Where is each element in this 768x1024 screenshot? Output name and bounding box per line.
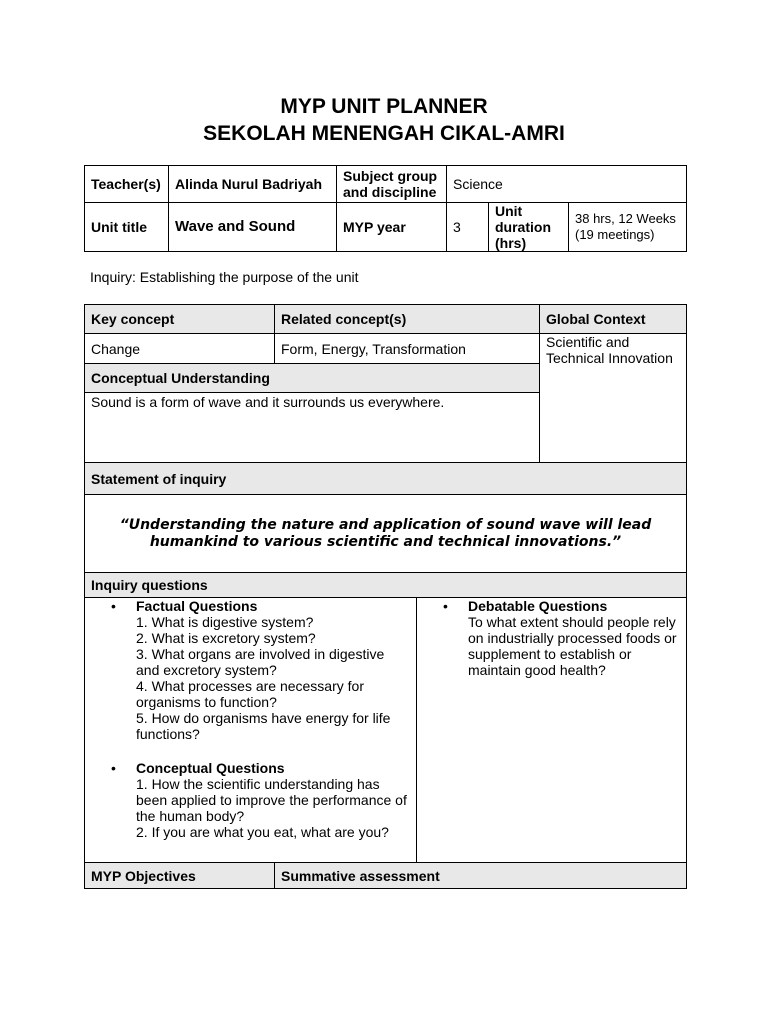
statement-of-inquiry-value: “Understanding the nature and application of sound wave will lead humankind to various scientific and technical innovations.” [85, 495, 687, 573]
inquiry-table [84, 304, 687, 889]
myp-year-label: MYP year [337, 203, 447, 252]
teacher-value: Alinda Nurul Badriyah [169, 166, 337, 203]
subject-value: Science [447, 166, 687, 203]
factual-question: 1. What is digestive system? [136, 614, 314, 630]
conceptual-questions-title: Conceptual Questions [136, 760, 285, 776]
teacher-label: Teacher(s) [85, 166, 169, 203]
factual-question: 3. What organs are involved in digestive and excretory system? [136, 646, 385, 678]
duration-value: 38 hrs, 12 Weeks (19 meetings) [569, 203, 687, 252]
subject-label: Subject group and discipline [337, 166, 447, 203]
bullet-icon: • [111, 760, 116, 776]
related-concept-header: Related concept(s) [275, 305, 540, 334]
factual-questions-title: Factual Questions [136, 598, 258, 614]
factual-question: 4. What processes are necessary for organisms to function? [136, 678, 364, 710]
summative-assessment-header: Summative assessment [275, 863, 687, 889]
debatable-cell [417, 598, 687, 863]
factual-conceptual-cell [85, 598, 417, 863]
duration-label: Unit duration (hrs) [489, 203, 569, 252]
conceptual-question: 2. If you are what you eat, what are you? [136, 824, 389, 840]
debatable-questions-item [417, 598, 680, 678]
key-concept-header: Key concept [85, 305, 275, 334]
conceptual-question: 1. How the scientific understanding has been applied to improve the performance of the human body? [136, 776, 407, 824]
school-name: SEKOLAH MENENGAH CIKAL-AMRI [203, 122, 565, 145]
conceptual-understanding-header: Conceptual Understanding [85, 364, 540, 393]
factual-question: 5. How do organisms have energy for life functions? [136, 710, 391, 742]
inquiry-intro: Inquiry: Establishing the purpose of the unit [90, 269, 359, 285]
factual-question: 2. What is excretory system? [136, 630, 316, 646]
debatable-questions-title: Debatable Questions [468, 598, 608, 614]
debatable-question: To what extent should people rely on industrially processed foods or supplement to establish or maintain good health? [468, 614, 677, 678]
factual-questions-item [85, 598, 410, 742]
bullet-icon: • [111, 598, 116, 614]
global-context-header: Global Context [540, 305, 687, 334]
conceptual-questions-item [85, 760, 410, 840]
statement-of-inquiry-header: Statement of inquiry [85, 463, 687, 495]
bullet-icon: • [443, 598, 448, 614]
related-concept-value: Form, Energy, Transformation [275, 334, 540, 364]
inquiry-questions-header: Inquiry questions [85, 573, 687, 598]
myp-objectives-header: MYP Objectives [85, 863, 275, 889]
global-context-value: Scientific and Technical Innovation [540, 334, 687, 463]
page-title: MYP UNIT PLANNER [280, 95, 488, 118]
key-concept-value: Change [85, 334, 275, 364]
unit-title-label: Unit title [85, 203, 169, 252]
unit-title-value: Wave and Sound [169, 203, 337, 252]
myp-year-value: 3 [447, 203, 489, 252]
conceptual-understanding-value: Sound is a form of wave and it surrounds us everywhere. [85, 393, 540, 463]
unit-info-table [84, 165, 687, 252]
